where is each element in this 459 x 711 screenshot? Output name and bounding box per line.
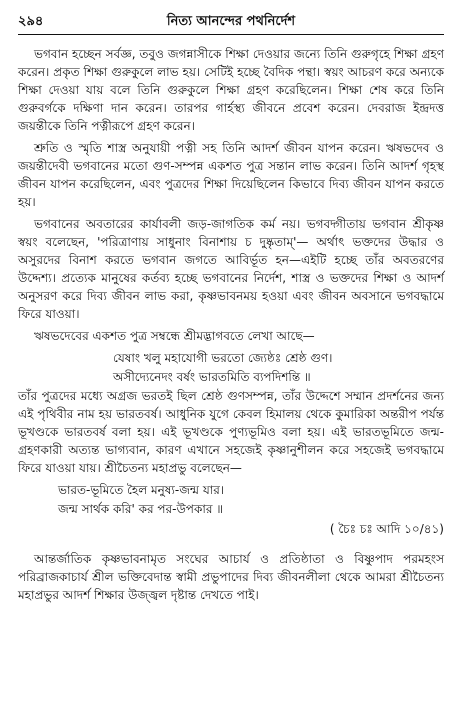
page-number: ২৯৪ xyxy=(18,14,44,29)
page-header xyxy=(18,8,444,28)
verse-citation: ( চৈঃ চঃ আদি ১০/৪১) xyxy=(329,522,444,536)
paragraph-4: ঋষভদেবের একশত পুত্র সম্বন্ধে শ্রীমদ্ভাগবতে লেখা আছে— xyxy=(34,329,315,343)
header-rule xyxy=(18,34,444,35)
running-title: নিত্য আনন্দের পথনির্দেশ xyxy=(166,14,296,29)
paragraph-3: ভগবানের অবতারের কার্যাবলী জড়-জাগতিক কর্ম নয়। ভগবদ্গীতায় ভগবান শ্রীকৃষ্ণ স্বয়ং বলেছেন, 'পরিত্রাণায় সাধুনাং বিনাশায় চ দুষ্কৃতাম্'— অর্থাৎ ভক্তদের উদ্ধার ও অসুরদের বিনাশ করতে ভগবান জগতে আবির্ভূত হন—এইটি হচ্ছে তাঁর অবতরণের উদ্দেশ্য। প্রত্যেক মানুষের কর্তব্য হচ্ছে ভগবানের নির্দেশ, শাস্ত্র ও ভক্তদের শিক্ষা ও আদর্শ অনুসরণ করে দিব্য জীবন লাভ করা, কৃষ্ণভাবনময় হওয়া এবং জীবন অবসানে ভগবদ্ধামে ফিরে যাওয়া। xyxy=(18,217,444,321)
paragraph-after-verse: তাঁর পুত্রদের মধ্যে অগ্রজ ভরতই ছিল শ্রেষ্ঠ গুণসম্পন্ন, তাঁর উদ্দেশে সম্মান প্রদর্শনের জন্য এই পৃথিবীর নাম হয় ভারতবর্ষ। আধুনিক যুগে কেবল হিমালয় থেকে কুমারিকা অন্তরীপ পর্যন্ত ভূখণ্ডকে ভারতবর্ষ বলা হয়। এই ভূখণ্ডকে পুণ্যভূমিও বলা হয়। এই ভারতভূমিতে জন্ম-গ্রহণকারী অত্যন্ত ভাগ্যবান, কারণ এখানে সহজেই কৃষ্ণানুশীলন করে সহজেই ভগবদ্ধামে ফিরে যাওয়া যায়। শ্রীচৈতন্য মহাপ্রভু বলেছেন— xyxy=(18,389,444,475)
verse-line-4: জন্ম সার্থক করি' কর পর-উপকার ॥ xyxy=(58,502,224,516)
verse-line-1: যেষাং খলু মহাযোগী ভরতো জ্যেষ্ঠঃ শ্রেষ্ঠ গুণ। xyxy=(113,351,333,365)
verse-line-2: অসীদ্যেনেদং বর্ষং ভারতমিতি ব্যপদিশন্তি ॥ xyxy=(113,370,311,384)
paragraph-2: শ্রুতি ও স্মৃতি শাস্ত্র অনুযায়ী পত্নী সহ তিনি আদর্শ জীবন যাপন করেন। ঋষভদেব ও জয়ন্তীদেবী ভগবানের মতো গুণ-সম্পন্ন একশত পুত্র সন্তান লাভ করেন। তিনি আদর্শ গৃহস্থ জীবন যাপন করেছিলেন, এবং পুত্রদের শিক্ষা দিয়েছিলেন কিভাবে দিব্য জীবন যাপন করতে হয়। xyxy=(18,141,444,209)
paragraph-1: ভগবান হচ্ছেন সর্বজ্ঞ, তবুও জগন্নাসীকে শিক্ষা দেওয়ার জন্যে তিনি গুরুগৃহে শিক্ষা গ্রহণ করেন। প্রকৃত শিক্ষা গুরুকুলে লাভ হয়। সেটিই হচ্ছে বৈদিক পন্থা। স্বয়ং আচরণ করে অন্যকে শিক্ষা দেওয়া যায় বলে তিনি গুরুকুলে শিক্ষা গ্রহণ করেছিলেন। শিক্ষা শেষ করে তিনি গুরুবর্গকে দক্ষিণা দান করেন। তারপর গার্হস্থ্য জীবনে প্রবেশ করেন। দেবরাজ ইন্দ্রদত্ত জয়ন্তীকে তিনি পত্নীরূপে গ্রহণ করেন। xyxy=(18,47,444,133)
verse-line-3: ভারত-ভূমিতে হৈল মনুষ্য-জন্ম যার। xyxy=(58,483,225,497)
closing-paragraph: আন্তর্জাতিক কৃষ্ণভাবনামৃত সংঘের আচার্য ও প্রতিষ্ঠাতা ও বিষ্ণুপাদ পরমহংস পরিব্রাজকাচার্য শ্রীল ভক্তিবেদান্ত স্বামী প্রভুপাদের দিব্য জীবনলীলা থেকে আমরা শ্রীচৈতন্য মহাপ্রভুর আদর্শ শিক্ষার উজ্জ্বল দৃষ্টান্ত দেখতে পাই। xyxy=(18,552,444,602)
